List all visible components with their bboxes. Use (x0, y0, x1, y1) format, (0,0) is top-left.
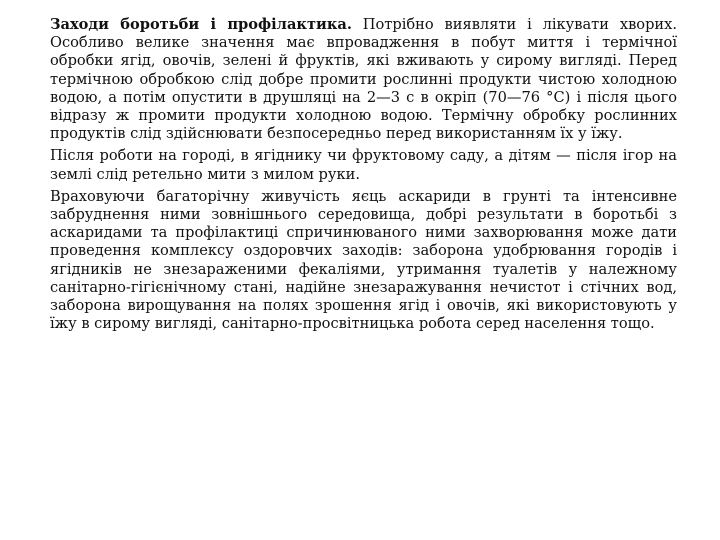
paragraph-sanitation-measures: Враховуючи багаторічну живучість яєць аскариди в грунті та інтенсивне забруднення ними зовнішнього середовища, добрі результати в боротьбі з аскаридами та профілактиці спричинюваного ними захворювання може дати проведення комплексу оздоровчих заходів: заборона удобрювання городів і ягідників не знезараженими фекаліями, утримання туалетів у належному санітарно-гігієнічному стані, надійне знезаражування нечистот і стічних вод, заборона вирощування на полях зрошення ягід і овочів, які використовують у їжу в сирому вигляді, санітарно-просвітницька робота серед населення тощо. (50, 187, 677, 333)
paragraph-prevention (50, 16, 677, 143)
paragraph-text: Потрібно виявляти і лікувати хворих. Особливо велике значення має впровадження в побут миття і термічної обробки ягід, овочів, зелені й фруктів, які вживають у сирому вигляді. Перед термічною обробкою слід добре промити рослинні продукти чистою холодною водою, а потім опустити в друшляці на 2—3 с в окріп (70—76 °С) і після цього відразу ж промити продукти холодною водою. Термічну обробку рослинних продуктів слід здійснювати безпосередньо перед використанням їх у їжу. (50, 16, 678, 143)
paragraph-hand-washing: Після роботи на городі, в ягіднику чи фруктовому саду, а дітям — після ігор на землі слід ретельно мити з милом руки. (50, 147, 677, 183)
section-heading: Заходи боротьби і профілактика. (50, 16, 352, 33)
document-body (50, 16, 677, 337)
